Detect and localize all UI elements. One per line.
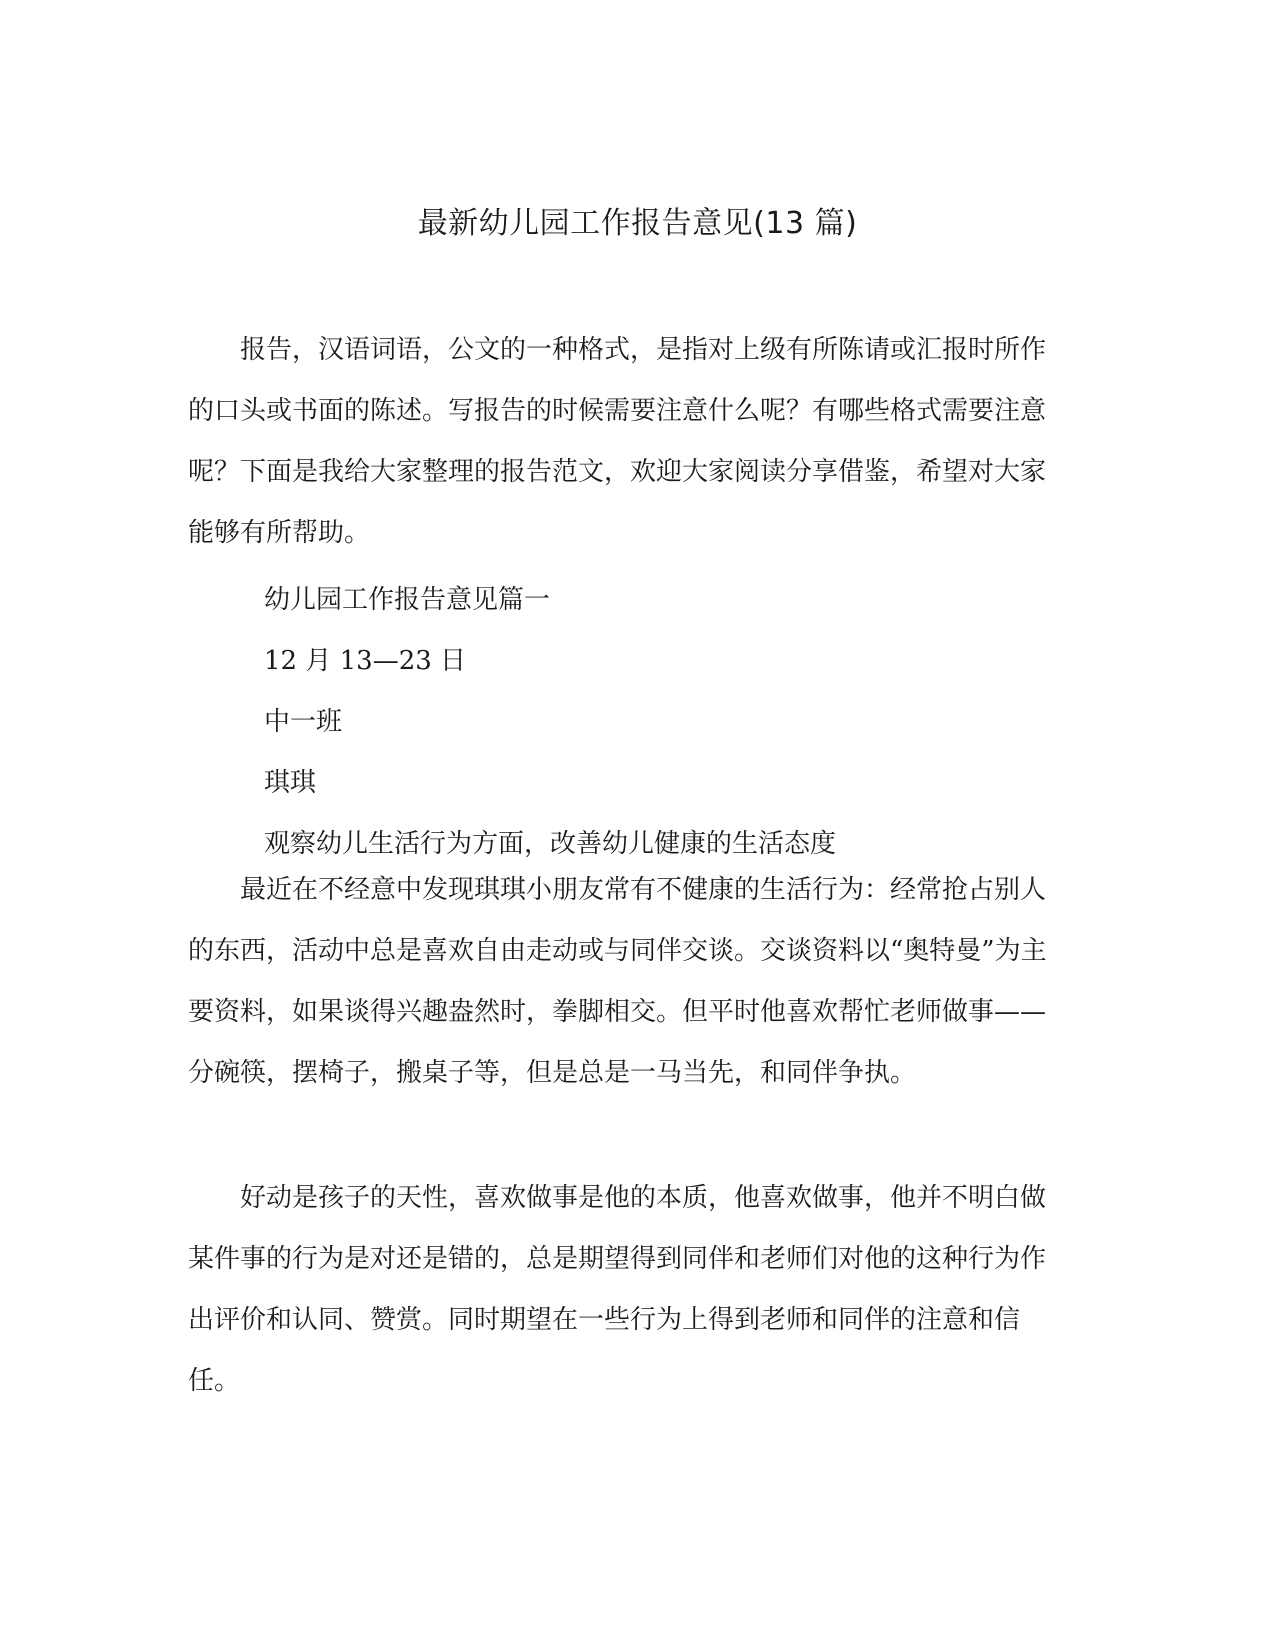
intro-paragraph: 报告，汉语词语，公文的一种格式，是指对上级有所陈请或汇报时所作的口头或书面的陈述。写报告的时候需要注意什么呢？有哪些格式需要注意呢？下面是我给大家整理的报告范文，欢迎大家阅读分享借鉴，希望对大家能够有所帮助。 bbox=[188, 335, 1047, 548]
class-name: 中一班 bbox=[264, 707, 343, 737]
report-date: 12 月 13—23 日 bbox=[264, 646, 467, 676]
report-meta-block bbox=[188, 570, 1066, 875]
body-paragraph: 好动是孩子的天性，喜欢做事是他的本质，他喜欢做事，他并不明白做某件事的行为是对还是错的，总是期望得到同伴和老师们对他的这种行为作出评价和认同、赞赏。同时期望在一些行为上得到老师和同伴的注意和信任。 bbox=[188, 1183, 1047, 1396]
observation-block bbox=[188, 860, 1066, 1104]
analysis-block bbox=[188, 1168, 1066, 1412]
section-heading: 幼儿园工作报告意见篇一 bbox=[264, 585, 551, 615]
observation-topic: 观察幼儿生活行为方面，改善幼儿健康的生活态度 bbox=[264, 829, 837, 859]
body-paragraph: 最近在不经意中发现琪琪小朋友常有不健康的生活行为：经常抢占别人的东西，活动中总是喜欢自由走动或与同伴交谈。交谈资料以“奥特曼”为主要资料，如果谈得兴趣盎然时，拳脚相交。但平时他喜欢帮忙老师做事——分碗筷，摆椅子，搬桌子等，但是总是一马当先，和同伴争执。 bbox=[188, 875, 1047, 1088]
intro-block bbox=[188, 320, 1066, 564]
document-title: 最新幼儿园工作报告意见(13 篇) bbox=[417, 206, 858, 241]
child-name: 琪琪 bbox=[264, 768, 317, 798]
